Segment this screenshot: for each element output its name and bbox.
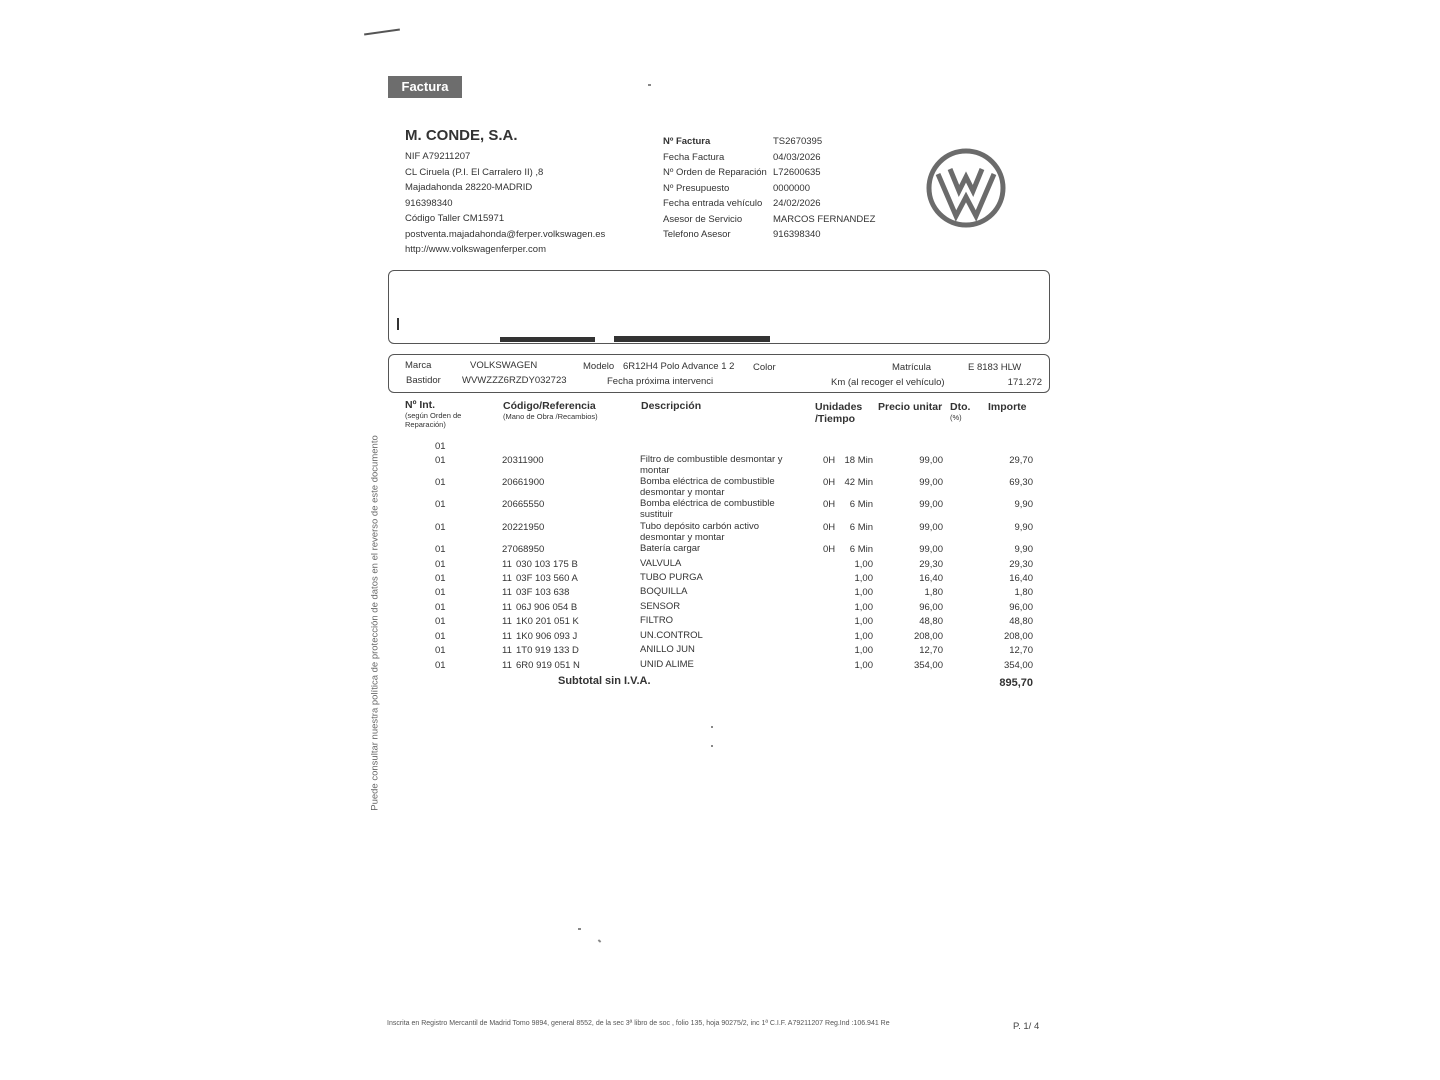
row-importe: 29,30 <box>1009 559 1033 570</box>
row-tipo: 11 <box>502 559 512 570</box>
header-nint <box>405 399 485 429</box>
invoice-label: Fecha Factura <box>663 151 725 163</box>
header-dto-title: Dto. <box>950 401 971 413</box>
row-precio: 16,40 <box>919 573 943 584</box>
row-tipo: 11 <box>502 660 512 671</box>
header-nint-sub: (según Orden de Reparación) <box>405 411 462 429</box>
row-nint: 01 <box>435 573 446 584</box>
invoice-value: 24/02/2026 <box>773 198 821 209</box>
row-codigo: 03F 103 638 <box>516 587 570 598</box>
header-importe: Importe <box>988 401 1027 413</box>
row-time: 42 Min <box>844 477 873 488</box>
row-precio: 29,30 <box>919 559 943 570</box>
invoice-value: 04/03/2026 <box>773 151 821 163</box>
data-protection-note: Puede consultar nuestra política de protección de datos en el reverso de este documento <box>369 435 381 811</box>
km-label: Km (al recoger el vehículo) <box>831 377 945 388</box>
row-importe: 1,80 <box>1014 587 1033 598</box>
row-descripcion: Bomba eléctrica de combustible desmontar y montar <box>640 476 775 498</box>
row-nint: 01 <box>435 477 446 488</box>
invoice-label: Nº Presupuesto <box>663 182 730 194</box>
row-importe: 208,00 <box>1003 631 1033 642</box>
row-precio: 354,00 <box>913 660 943 671</box>
company-nif: NIF A79211207 <box>405 151 471 162</box>
row-hours: 0H <box>823 455 836 466</box>
row-tipo: 11 <box>502 645 512 656</box>
redaction-mark <box>397 318 399 330</box>
row-precio: 99,00 <box>919 544 943 555</box>
invoice-label: Telefono Asesor <box>663 229 731 240</box>
row-importe: 12,70 <box>1009 645 1033 656</box>
invoice-label: Asesor de Servicio <box>663 213 743 225</box>
row-codigo: 03F 103 560 A <box>516 573 578 584</box>
row-precio: 12,70 <box>919 645 943 656</box>
row-tipo: 11 <box>502 602 512 613</box>
volkswagen-logo <box>925 147 1007 229</box>
row-codigo: 20221950 <box>502 522 545 533</box>
row-precio: 48,80 <box>919 616 943 627</box>
header-descripcion: Descripción <box>641 400 702 412</box>
customer-address-box <box>388 270 1050 344</box>
row-nint: 01 <box>435 616 446 627</box>
invoice-label: Nº Factura <box>663 136 711 147</box>
row-descripcion: Filtro de combustible desmontar y montar <box>640 454 783 476</box>
row-tipo: 11 <box>502 573 512 584</box>
row-nint: 01 <box>435 544 446 555</box>
row-units: 1,00 <box>854 587 873 598</box>
row-importe: 9,90 <box>1014 499 1033 510</box>
matricula-label: Matrícula <box>892 362 932 373</box>
row-units: 1,00 <box>854 616 873 627</box>
row-codigo: 20665550 <box>502 499 545 510</box>
company-workshop-code: Código Taller CM15971 <box>405 213 505 224</box>
bastidor-value: WVWZZZ6RZDY032723 <box>462 375 567 386</box>
row-importe: 48,80 <box>1009 616 1033 627</box>
company-website: http://www.volkswagenferper.com <box>405 244 546 255</box>
row-codigo: 1K0 201 051 K <box>516 616 579 627</box>
marca-label: Marca <box>405 360 432 371</box>
modelo-value: 6R12H4 Polo Advance 1 2 <box>623 361 735 372</box>
header-unidades: Unidades /Tiempo <box>815 401 863 425</box>
color-label: Color <box>753 362 776 373</box>
row-importe: 16,40 <box>1009 573 1033 584</box>
row-descripcion: Bomba eléctrica de combustible sustituir <box>640 498 775 520</box>
row-precio: 208,00 <box>913 631 943 642</box>
row-units: 1,00 <box>854 660 873 671</box>
invoice-row <box>663 212 875 228</box>
next-intervention-label: Fecha próxima intervenci <box>607 376 714 387</box>
row-precio: 99,00 <box>919 499 943 510</box>
row-descripcion: UN.CONTROL <box>640 630 703 641</box>
row-hours: 0H <box>823 522 836 533</box>
row-codigo: 06J 906 054 B <box>516 602 578 613</box>
row-codigo: 1K0 906 093 J <box>516 631 578 642</box>
row-precio: 99,00 <box>919 477 943 488</box>
row-importe: 29,70 <box>1009 455 1033 466</box>
row-nint: 01 <box>435 645 446 656</box>
redaction-bar <box>614 336 770 342</box>
invoice-value: MARCOS FERNANDEZ <box>773 213 876 225</box>
row-codigo: 20661900 <box>502 477 545 488</box>
row-units: 1,00 <box>854 602 873 613</box>
invoice-label: Fecha entrada vehículo <box>663 198 763 209</box>
company-address: CL Ciruela (P.I. El Carralero II) ,8 <box>405 166 544 178</box>
invoice-row <box>663 196 875 212</box>
modelo-label: Modelo <box>583 361 615 372</box>
invoice-row <box>663 165 875 181</box>
row-nint: 01 <box>435 602 446 613</box>
invoice-value: L72600635 <box>773 167 821 178</box>
row-codigo: 1T0 919 133 D <box>516 645 579 656</box>
row-codigo: 20311900 <box>502 455 544 466</box>
invoice-value: 0000000 <box>773 182 810 194</box>
row-precio: 96,00 <box>919 602 943 613</box>
subtotal-value: 895,70 <box>999 677 1033 689</box>
row-importe: 9,90 <box>1014 522 1033 533</box>
row-time: 6 Min <box>849 544 873 555</box>
invoice-row <box>663 227 875 243</box>
row-nint: 01 <box>435 499 446 510</box>
row-descripcion: BOQUILLA <box>640 586 688 597</box>
row-time: 6 Min <box>849 499 873 510</box>
row-descripcion: VALVULA <box>640 558 682 569</box>
row-units: 1,00 <box>854 559 873 570</box>
row-tipo: 11 <box>502 631 512 642</box>
row-precio: 1,80 <box>924 587 943 598</box>
row-precio: 99,00 <box>919 522 943 533</box>
row-descripcion: TUBO PURGA <box>640 572 703 583</box>
row-codigo: 27068950 <box>502 544 545 555</box>
row-units: 1,00 <box>854 631 873 642</box>
bastidor-label: Bastidor <box>406 375 441 386</box>
subtotal-label: Subtotal sin I.V.A. <box>558 675 651 687</box>
invoice-row <box>663 150 875 166</box>
row-descripcion: UNID ALIME <box>640 659 694 670</box>
row-tipo: 11 <box>502 587 512 598</box>
header-dto-sub: (%) <box>950 413 962 422</box>
header-dto <box>950 401 970 422</box>
invoice-row <box>663 134 875 150</box>
header-codigo-title: Código/Referencia <box>503 400 596 412</box>
row-descripcion: Batería cargar <box>640 543 701 554</box>
row-descripcion: SENSOR <box>640 601 681 612</box>
row-nint: 01 <box>435 587 446 598</box>
row-nint: 01 <box>435 441 446 452</box>
row-time: 18 Min <box>844 455 873 466</box>
row-descripcion: FILTRO <box>640 615 674 626</box>
company-details <box>405 149 605 258</box>
row-descripcion: ANILLO JUN <box>640 644 695 655</box>
company-email: postventa.majadahonda@ferper.volkswagen.es <box>405 228 606 240</box>
invoice-row <box>663 181 875 197</box>
row-time: 6 Min <box>849 522 873 533</box>
row-descripcion: Tubo depósito carbón activo desmontar y montar <box>640 521 760 543</box>
header-precio: Precio unitar <box>878 401 943 413</box>
header-nint-title: Nº Int. <box>405 399 436 411</box>
header-codigo <box>503 400 623 421</box>
company-name: M. CONDE, S.A. <box>405 127 518 144</box>
marca-value: VOLKSWAGEN <box>470 360 538 371</box>
invoice-details <box>663 134 875 243</box>
row-importe: 96,00 <box>1009 602 1033 613</box>
redaction-bar <box>500 337 595 342</box>
header-codigo-sub: (Mano de Obra /Recambios) <box>503 412 598 421</box>
row-units: 1,00 <box>854 645 873 656</box>
row-nint: 01 <box>435 660 446 671</box>
row-importe: 354,00 <box>1003 660 1033 671</box>
row-precio: 99,00 <box>919 455 943 466</box>
row-nint: 01 <box>435 455 446 466</box>
row-hours: 0H <box>823 499 836 510</box>
row-nint: 01 <box>435 631 446 642</box>
row-importe: 9,90 <box>1014 544 1033 555</box>
row-codigo: 030 103 175 B <box>516 559 578 570</box>
document-type-badge: Factura <box>388 76 462 98</box>
km-value: 171.272 <box>1007 377 1042 388</box>
row-hours: 0H <box>823 477 836 488</box>
company-city: Majadahonda 28220-MADRID <box>405 182 533 193</box>
registry-footer: Inscrita en Registro Mercantil de Madrid Tomo 9894, general 8552, de la sec 3ª libro de soc , folio 135, hoja 90275/2, inc 1ª C.I.F. A79211207 Reg.Ind :106.941 Re <box>387 1020 890 1027</box>
invoice-label: Nº Orden de Reparación <box>663 167 767 178</box>
matricula-value: E 8183 HLW <box>968 362 1022 373</box>
pen-mark <box>364 29 400 36</box>
row-hours: 0H <box>823 544 836 555</box>
invoice-value: 916398340 <box>773 229 821 240</box>
row-nint: 01 <box>435 522 446 533</box>
row-tipo: 11 <box>502 616 512 627</box>
page-number: P. 1/ 4 <box>1013 1021 1040 1032</box>
row-nint: 01 <box>435 559 446 570</box>
invoice-value: TS2670395 <box>773 136 823 147</box>
row-units: 1,00 <box>854 573 873 584</box>
company-phone: 916398340 <box>405 197 453 209</box>
row-importe: 69,30 <box>1009 477 1033 488</box>
row-codigo: 6R0 919 051 N <box>516 660 580 671</box>
